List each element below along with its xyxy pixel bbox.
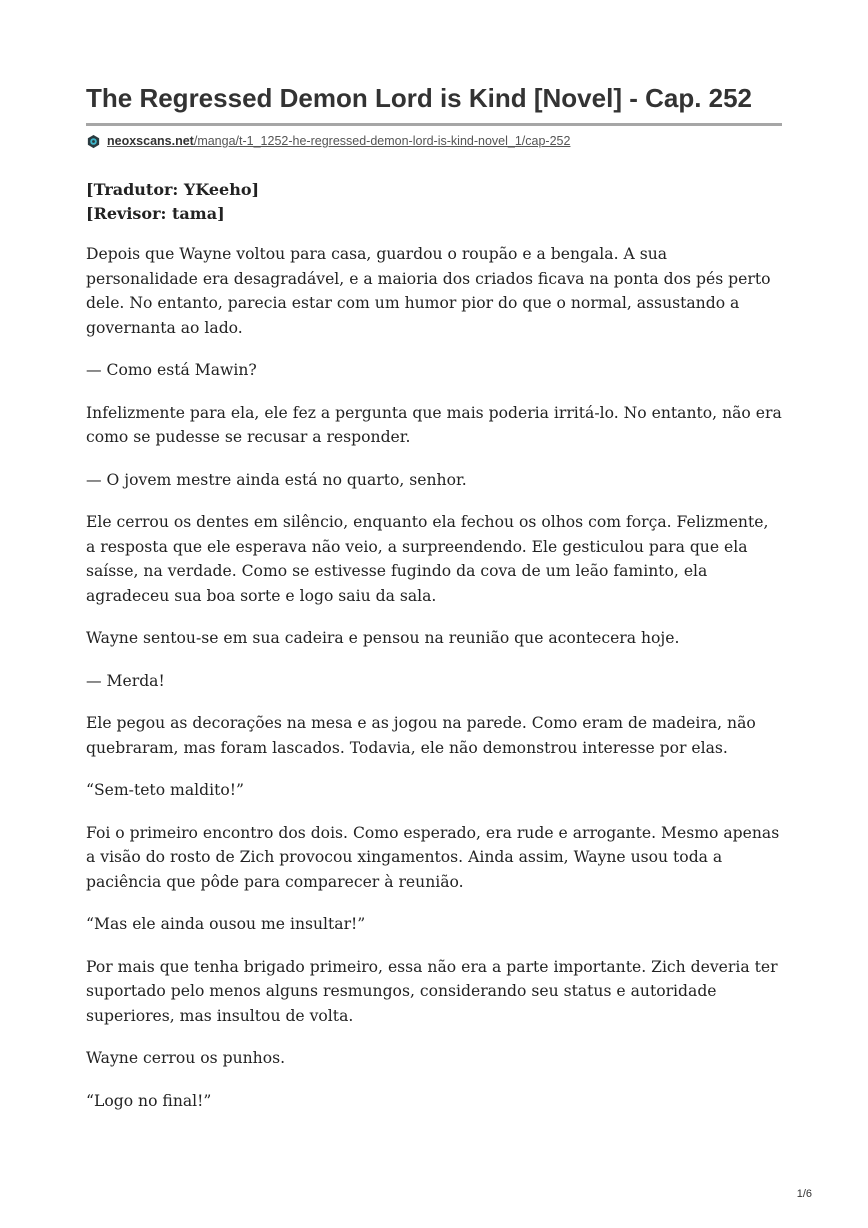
paragraph: Ele pegou as decorações na mesa e as jogou na parede. Como eram de madeira, não quebraram, mas foram lascados. Todavia, ele não demonstrou interesse por elas. [86,714,756,757]
paragraph: Wayne sentou-se em sua cadeira e pensou na reunião que acontecera hoje. [86,629,680,647]
paragraph: — O jovem mestre ainda está no quarto, senhor. [86,470,467,489]
translator-credit: [Tradutor: YKeeho] [86,180,260,199]
source-link-row [86,132,782,150]
page-title: The Regressed Demon Lord is Kind [Novel] - Cap. 252 [86,83,753,113]
source-domain: neoxscans.net [107,134,194,148]
paragraph: — Merda! [86,671,165,690]
paragraph: Infelizmente para ela, ele fez a pergunta que mais poderia irritá-lo. No entanto, não era como se pudesse se recusar a responder. [86,403,782,446]
paragraph: Wayne cerrou os punhos. [86,1049,286,1067]
paragraph: Foi o primeiro encontro dos dois. Como esperado, era rude e arrogante. Mesmo apenas a visão do rosto de Zich provocou xingamentos. Ainda assim, Wayne usou toda a paciência que pôde para comparecer à reunião. [86,823,780,891]
paragraph: “Logo no final!” [86,1091,212,1110]
chapter-body [86,242,782,1113]
paragraph: Ele cerrou os dentes em silêncio, enquanto ela fechou os olhos com força. Felizmente, a resposta que ele esperava não veio, a surpreendendo. Ele gesticulou para que ela saísse, na verdade. Como se estivesse fugindo da cova de um leão faminto, ela agradeceu sua boa sorte e logo saiu da sala. [86,513,769,605]
title-divider [86,123,782,126]
site-favicon-icon [86,134,101,149]
paragraph: “Sem-teto maldito!” [86,781,244,799]
paragraph: Depois que Wayne voltou para casa, guardou o roupão e a bengala. A sua personalidade era desagradável, e a maioria dos criados ficava na ponta dos pés perto dele. No entanto, parecia estar com um humor pior do que o normal, assustando a governanta ao lado. [86,245,771,337]
paragraph: Por mais que tenha brigado primeiro, essa não era a parte importante. Zich deveria ter suportado pelo menos alguns resmungos, considerando seu status e autoridade superiores, mas insultou de volta. [86,957,778,1025]
document-page [86,0,782,1131]
paragraph: “Mas ele ainda ousou me insultar!” [86,915,366,933]
source-link[interactable] [107,134,570,148]
paragraph: — Como está Mawin? [86,361,257,379]
page-number: 1/6 [796,1188,812,1200]
credits [86,178,782,226]
source-path: /manga/t-1_1252-he-regressed-demon-lord-is-kind-novel_1/cap-252 [193,134,571,148]
reviewer-credit: [Revisor: tama] [86,204,225,223]
